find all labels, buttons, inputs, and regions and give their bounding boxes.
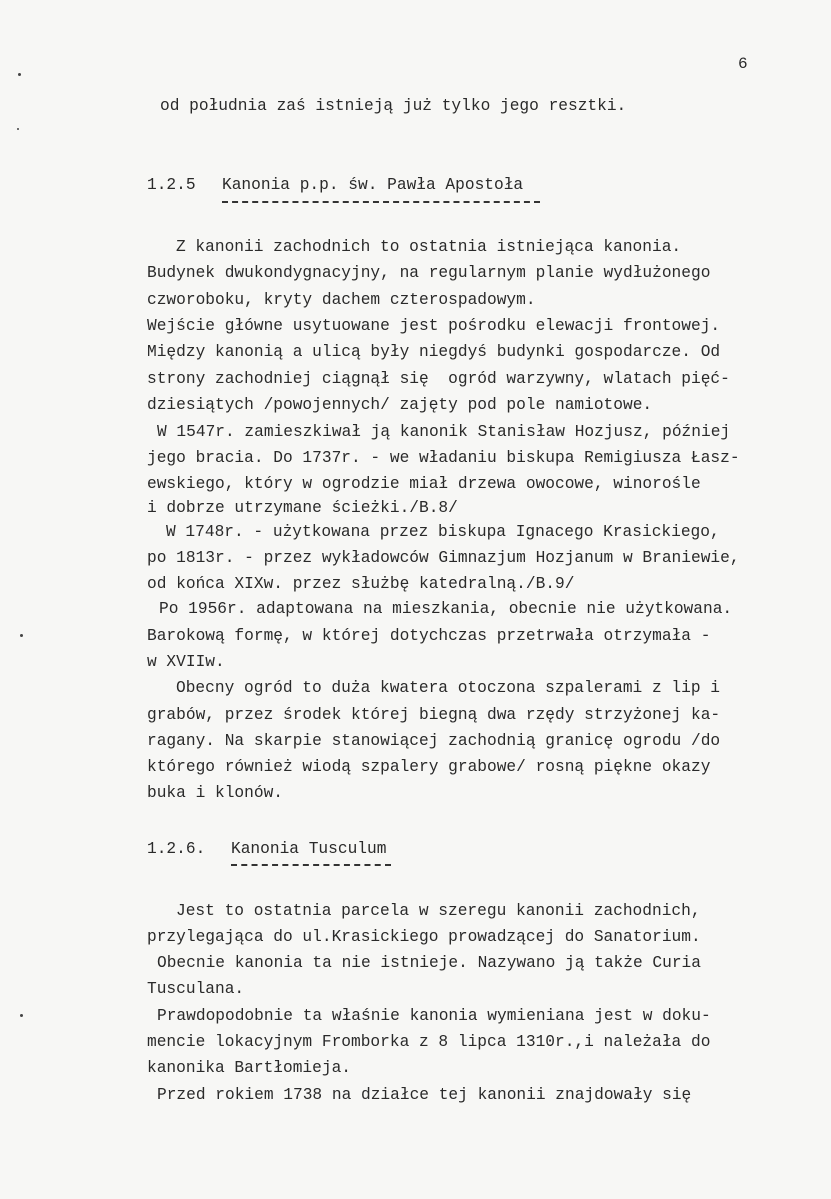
section-125-line: buka i klonów.	[147, 784, 283, 802]
section-126-line: Jest to ostatnia parcela w szeregu kanonii zachodnich,	[176, 902, 701, 920]
section-125-line: po 1813r. - przez wykładowców Gimnazjum Hozjanum w Braniewie,	[147, 549, 740, 567]
section-125-line: Po 1956r. adaptowana na mieszkania, obecnie nie użytkowana.	[159, 600, 733, 618]
scan-speck	[20, 634, 23, 637]
section-126-title-underline	[231, 864, 391, 866]
section-125-line: czworoboku, kryty dachem czterospadowym.	[147, 291, 536, 309]
section-126-line: kanonika Bartłomieja.	[147, 1059, 351, 1077]
scan-speck	[18, 73, 21, 76]
section-125-line: Barokową formę, w której dotychczas przetrwała otrzymała -	[147, 627, 711, 645]
section-126-number: 1.2.6.	[147, 840, 206, 858]
section-126-line: przylegająca do ul.Krasickiego prowadzącej do Sanatorium.	[147, 928, 701, 946]
section-126-line: Obecnie kanonia ta nie istnieje. Nazywano ją także Curia	[157, 954, 701, 972]
section-125-title-underline	[222, 201, 540, 203]
section-125-number: 1.2.5	[147, 176, 196, 194]
section-125-line: Obecny ogród to duża kwatera otoczona szpalerami z lip i	[176, 679, 720, 697]
section-125-line: ewskiego, który w ogrodzie miał drzewa owocowe, winorośle	[147, 475, 701, 493]
section-125-line: Z kanonii zachodnich to ostatnia istniejąca kanonia.	[176, 238, 682, 256]
section-125-line: W 1748r. - użytkowana przez biskupa Ignacego Krasickiego,	[166, 523, 720, 541]
scan-speck	[17, 128, 19, 130]
section-126-line: Prawdopodobnie ta właśnie kanonia wymieniana jest w doku-	[157, 1007, 711, 1025]
section-126-line: mencie lokacyjnym Fromborka z 8 lipca 1310r.,i należała do	[147, 1033, 711, 1051]
section-126-title: Kanonia Tusculum	[231, 840, 387, 858]
intro-line: od południa zaś istnieją już tylko jego resztki.	[160, 97, 627, 115]
section-125-line: Budynek dwukondygnacyjny, na regularnym planie wydłużonego	[147, 264, 711, 282]
section-126-line: Tusculana.	[147, 980, 245, 998]
scan-speck	[20, 1014, 23, 1017]
section-125-line: w XVIIw.	[147, 653, 225, 671]
section-125-line: Wejście główne usytuowane jest pośrodku elewacji frontowej.	[147, 317, 721, 335]
section-125-line: i dobrze utrzymane ścieżki./B.8/	[147, 499, 458, 517]
section-125-line: W 1547r. zamieszkiwał ją kanonik Stanisław Hozjusz, później	[157, 423, 731, 441]
section-125-line: ragany. Na skarpie stanowiącej zachodnią granicę ogrodu /do	[147, 732, 721, 750]
page-number: 6	[738, 55, 748, 73]
section-125-line: strony zachodniej ciągnął się ogród warzywny, wlatach pięć-	[147, 370, 730, 388]
section-125-line: Między kanonią a ulicą były niegdyś budynki gospodarcze. Od	[147, 343, 721, 361]
section-125-line: grabów, przez środek której biegną dwa rzędy strzyżonej ka-	[147, 706, 721, 724]
section-126-line: Przed rokiem 1738 na działce tej kanonii znajdowały się	[157, 1086, 692, 1104]
section-125-line: dziesiątych /powojennych/ zajęty pod pole namiotowe.	[147, 396, 653, 414]
section-125-line: jego bracia. Do 1737r. - we władaniu biskupa Remigiusza Łasz-	[147, 449, 740, 467]
section-125-line: którego również wiodą szpalery grabowe/ rosną piękne okazy	[147, 758, 711, 776]
section-125-line: od końca XIXw. przez służbę katedralną./B.9/	[147, 575, 575, 593]
section-125-title: Kanonia p.p. św. Pawła Apostoła	[222, 176, 524, 194]
